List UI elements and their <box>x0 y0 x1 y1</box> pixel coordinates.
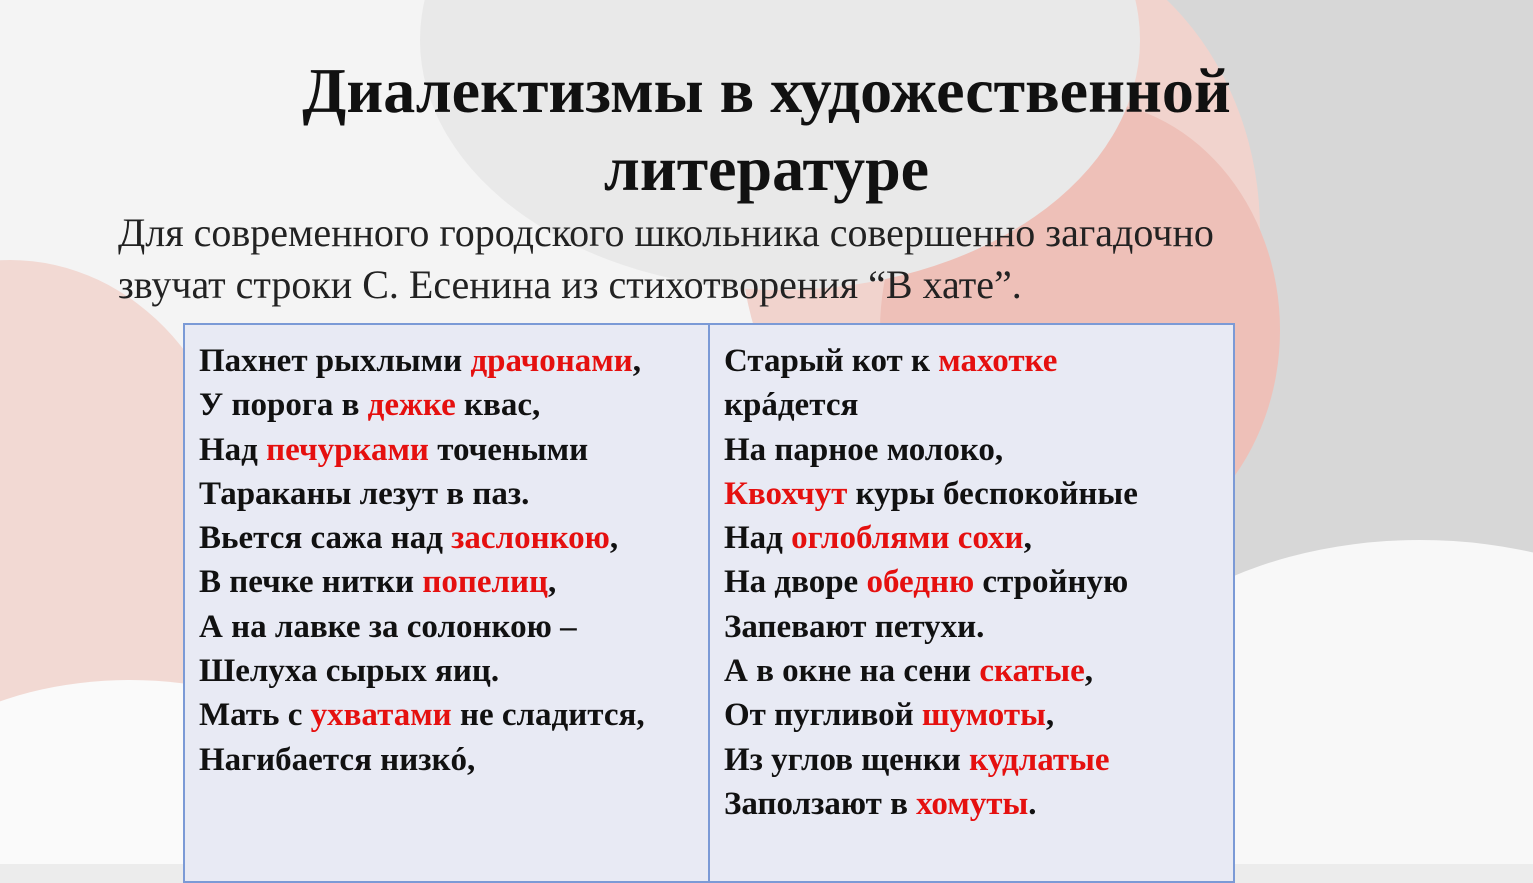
poem-column-right <box>710 325 1233 881</box>
dialect-word: скатые <box>979 653 1085 690</box>
dialect-word: ухватами <box>310 697 452 734</box>
poem-text: На дворе <box>724 564 867 601</box>
poem-text: , <box>548 564 557 601</box>
poem-text: Мать с <box>199 697 311 734</box>
poem-text: , <box>609 520 619 557</box>
poem-text: Запевают петухи. <box>724 608 985 645</box>
poem-line <box>724 383 1221 427</box>
poem-text: , <box>1023 520 1032 557</box>
poem-line <box>199 428 696 472</box>
poem-text: А в окне на сени <box>724 653 980 690</box>
poem-text: Из углов щенки <box>724 741 970 778</box>
dialect-word: хомуты <box>916 785 1029 822</box>
poem-line <box>724 693 1221 737</box>
poem-line <box>199 472 696 516</box>
poem-text: , <box>1084 653 1094 690</box>
poem-text: , <box>632 343 642 379</box>
dialect-word: дежке <box>367 387 456 424</box>
poem-line <box>199 383 696 427</box>
poem-line <box>199 649 696 693</box>
poem-line <box>199 516 696 560</box>
poem-text: квас, <box>455 387 541 424</box>
poem-line <box>724 738 1221 782</box>
poem-line <box>199 560 696 604</box>
poem-text: Тараканы лезут в паз. <box>199 475 530 512</box>
poem-text: Пахнет рыхлыми <box>199 343 471 379</box>
poem-line <box>724 339 1221 383</box>
poem-text: Нагибается низкó, <box>199 741 476 778</box>
dialect-word: махотке <box>938 343 1058 379</box>
poem-text: Над <box>199 431 267 468</box>
dialect-word: печурками <box>266 431 429 468</box>
dialect-word: кудлатые <box>969 741 1110 778</box>
poem-text: Над <box>724 520 792 557</box>
poem-text: На парное молоко, <box>724 431 1004 468</box>
dialect-word: заслонкою <box>451 520 610 557</box>
intro-line-1: Для современного городского школьника совершенно загадочно <box>118 210 1214 255</box>
poem-text: Вьется сажа над <box>199 520 452 557</box>
poem-text: У порога в <box>199 387 368 424</box>
poem-text: не сладится, <box>451 697 645 734</box>
poem-text: В печке нитки <box>199 564 423 601</box>
intro-line-2: звучат строки С. Есенина из стихотворения “В хате”. <box>118 262 1022 307</box>
poem-line <box>724 560 1221 604</box>
dialect-word: обедню <box>866 564 975 601</box>
title-line-2: литературе <box>603 133 930 204</box>
poem-text: Заползают в <box>724 785 917 822</box>
poem-line <box>199 738 696 782</box>
poem-text: крáдется <box>724 387 859 424</box>
poem-line <box>724 472 1221 516</box>
poem-line <box>199 339 696 383</box>
poem-text: куры беспокойные <box>847 475 1138 512</box>
slide-title <box>0 52 1533 208</box>
dialect-word: драчонами <box>470 343 633 379</box>
dialect-word: оглоблями сохи <box>791 520 1024 557</box>
title-line-1: Диалектизмы в художественной <box>302 55 1231 126</box>
poem-line <box>724 516 1221 560</box>
poem-text: От пугливой <box>724 697 922 734</box>
poem-table <box>183 323 1235 883</box>
poem-line <box>724 605 1221 649</box>
poem-column-left <box>185 325 710 881</box>
poem-line <box>724 649 1221 693</box>
dialect-word: попелиц <box>422 564 549 601</box>
poem-text: . <box>1028 785 1037 822</box>
intro-text <box>118 207 1418 311</box>
poem-text: стройную <box>974 564 1129 601</box>
poem-text: А на лавке за солонкою – <box>199 608 577 645</box>
dialect-word: Квохчут <box>724 475 848 512</box>
poem-text: , <box>1045 697 1055 734</box>
poem-text: Шелуха сырых яиц. <box>199 653 500 690</box>
poem-line <box>199 605 696 649</box>
poem-line <box>724 782 1221 826</box>
poem-line <box>199 693 696 737</box>
poem-text: Старый кот к <box>724 343 939 379</box>
poem-text: точеными <box>428 431 589 468</box>
dialect-word: шумоты <box>921 697 1046 734</box>
poem-line <box>724 428 1221 472</box>
